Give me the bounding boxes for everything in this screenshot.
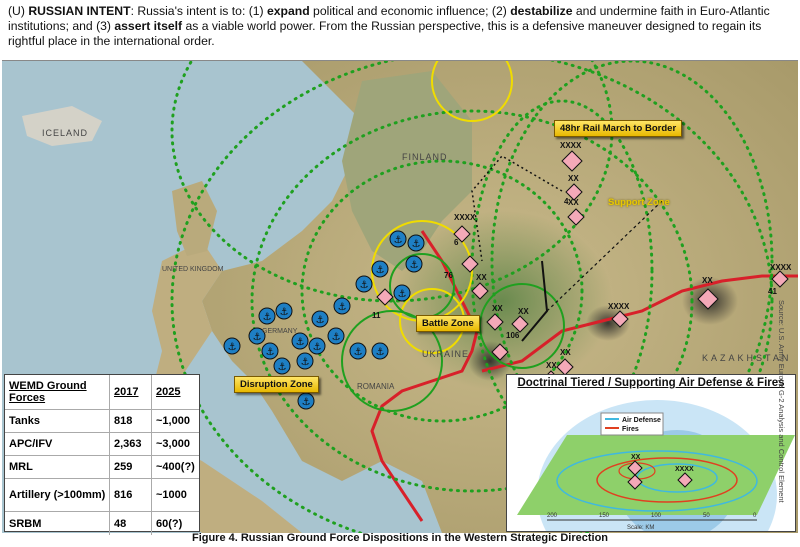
unit-echelon-label: XX — [568, 174, 579, 183]
table-cell-2025: 60(?) — [151, 512, 199, 535]
unit-number-label: 76 — [444, 271, 453, 280]
unit-echelon-label: XX — [476, 273, 487, 282]
rail-march-label: 48hr Rail March to Border — [554, 120, 682, 137]
nato-unit — [312, 311, 328, 327]
nato-unit — [372, 343, 388, 359]
place-kazakhstan: KAZAKHSTAN — [702, 353, 792, 363]
nato-unit — [334, 298, 350, 314]
unit-echelon-label: XXXX — [770, 263, 792, 272]
svg-text:⚓: ⚓ — [353, 347, 363, 358]
unit-number-label: 41 — [768, 287, 777, 296]
unit-number-label: 6 — [454, 238, 459, 247]
nato-unit — [328, 328, 344, 344]
table-cell-name: Tanks — [9, 415, 40, 427]
unit-echelon-label: XX — [702, 276, 713, 285]
scale-label: Scale: KM — [627, 525, 655, 531]
svg-text:⚓: ⚓ — [315, 315, 325, 326]
unit-echelon-label: XX — [546, 361, 557, 370]
table-header-2025: 2025 — [151, 375, 199, 409]
air-defense-inset — [506, 374, 796, 532]
intent-statement: (U) RUSSIAN INTENT: Russia's intent is to: (1) expand political and economic influence; (2) destabilize and undermine faith in Euro-Atlantic institutions; and (3) assert itself as a viable world power. From the Russian perspective, this is a defensive maneuver designed to regain its rightful place in the international order. — [0, 0, 800, 60]
table-cell-2025: ~3,000 — [151, 433, 199, 455]
scale-tick: 150 — [599, 513, 610, 519]
nato-unit — [224, 338, 240, 354]
table-row — [5, 456, 199, 479]
table-cell-name: APC/IFV — [9, 438, 53, 450]
place-germany: GERMANY — [262, 328, 298, 335]
nato-unit — [262, 343, 278, 359]
nato-unit — [408, 235, 424, 251]
svg-text:⚓: ⚓ — [312, 342, 322, 353]
svg-text:⚓: ⚓ — [301, 397, 311, 408]
nato-unit — [292, 333, 308, 349]
svg-text:⚓: ⚓ — [411, 239, 421, 250]
svg-text:⚓: ⚓ — [331, 332, 341, 343]
table-cell-2025: ~1,000 — [151, 410, 199, 432]
unit-echelon-label: XX — [560, 348, 571, 357]
scale-tick: 50 — [703, 513, 710, 519]
svg-text:⚓: ⚓ — [262, 312, 272, 323]
unit-echelon-label: XXXX — [454, 213, 476, 222]
wemd-forces-table — [4, 374, 200, 532]
source-credit: Source: U.S. Army Europe G-2 Analysis and Control Element — [777, 300, 786, 503]
table-cell-2017: 259 — [109, 456, 151, 478]
svg-text:⚓: ⚓ — [252, 332, 262, 343]
nato-unit — [274, 358, 290, 374]
unit-number-label: 106 — [506, 331, 520, 340]
table-cell-2025: ~400(?) — [151, 456, 199, 478]
svg-text:⚓: ⚓ — [265, 347, 275, 358]
table-header-2017: 2017 — [109, 375, 151, 409]
svg-text:⚓: ⚓ — [300, 357, 310, 368]
inset-diagram — [507, 375, 795, 531]
table-row — [5, 433, 199, 456]
nato-unit — [356, 276, 372, 292]
unit-echelon-label: XX — [568, 198, 579, 207]
table-header-forces: WEMD Ground Forces — [9, 380, 87, 404]
svg-text:⚓: ⚓ — [397, 289, 407, 300]
svg-text:⚓: ⚓ — [277, 362, 287, 373]
unit-number-label: 4 — [564, 197, 569, 206]
svg-text:⚓: ⚓ — [279, 307, 289, 318]
table-cell-name: SRBM — [9, 517, 42, 530]
nato-unit — [259, 308, 275, 324]
nato-unit — [350, 343, 366, 359]
place-ukraine: UKRAINE — [422, 349, 470, 359]
table-row — [5, 410, 199, 433]
svg-text:⚓: ⚓ — [393, 235, 403, 246]
battle-zone-label: Battle Zone — [416, 315, 480, 332]
nato-unit — [276, 303, 292, 319]
nato-unit — [298, 393, 314, 409]
unit-echelon-label: XX — [518, 307, 529, 316]
inset-unit-label-xxxx: XXXX — [675, 466, 694, 473]
table-cell-name: MRL — [9, 461, 33, 473]
legend-label-air-defense: Air Defense — [622, 417, 661, 424]
unit-number-label: 11 — [372, 311, 381, 320]
nato-unit — [309, 338, 325, 354]
table-header-row — [5, 375, 199, 410]
inset-unit-label-xx: XX — [631, 454, 641, 461]
table-cell-2025: ~1000 — [151, 479, 199, 511]
svg-text:⚓: ⚓ — [227, 342, 237, 353]
table-cell-name: Artillery (>100mm) — [9, 489, 106, 501]
legend-label-fires: Fires — [622, 426, 639, 433]
unit-echelon-label: XXXX — [560, 141, 582, 150]
table-cell-2017: 48 — [109, 512, 151, 535]
table-cell-2017: 818 — [109, 410, 151, 432]
svg-text:⚓: ⚓ — [375, 265, 385, 276]
table-cell-2017: 2,363 — [109, 433, 151, 455]
table-cell-2017: 816 — [109, 479, 151, 511]
place-romania: ROMANIA — [357, 382, 395, 391]
svg-text:⚓: ⚓ — [409, 260, 419, 271]
support-zone-label: Support Zone — [608, 197, 670, 208]
svg-text:⚓: ⚓ — [359, 280, 369, 291]
unit-echelon-label: XX — [492, 304, 503, 313]
disruption-zone-label: Disruption Zone — [234, 376, 319, 393]
svg-text:⚓: ⚓ — [375, 347, 385, 358]
figure-caption: Figure 4. Russian Ground Force Dispositions in the Western Strategic Direction — [191, 532, 609, 544]
scale-tick: 200 — [547, 513, 558, 519]
nato-unit — [297, 353, 313, 369]
table-row — [5, 479, 199, 512]
place-finland: FINLAND — [402, 152, 448, 162]
inset-title: Doctrinal Tiered / Supporting Air Defense & Fires — [517, 377, 785, 389]
place-iceland: ICELAND — [42, 128, 89, 138]
svg-text:⚓: ⚓ — [337, 302, 347, 313]
intent-heading: RUSSIAN INTENT — [28, 4, 131, 18]
unit-echelon-label: XXXX — [608, 302, 630, 311]
scale-tick: 100 — [651, 513, 662, 519]
nato-unit — [372, 261, 388, 277]
nato-unit — [394, 285, 410, 301]
nato-unit — [406, 256, 422, 272]
svg-text:⚓: ⚓ — [295, 337, 305, 348]
place-united-kingdom: UNITED KINGDOM — [162, 266, 224, 273]
nato-unit — [390, 231, 406, 247]
scale-tick: 0 — [753, 513, 757, 519]
